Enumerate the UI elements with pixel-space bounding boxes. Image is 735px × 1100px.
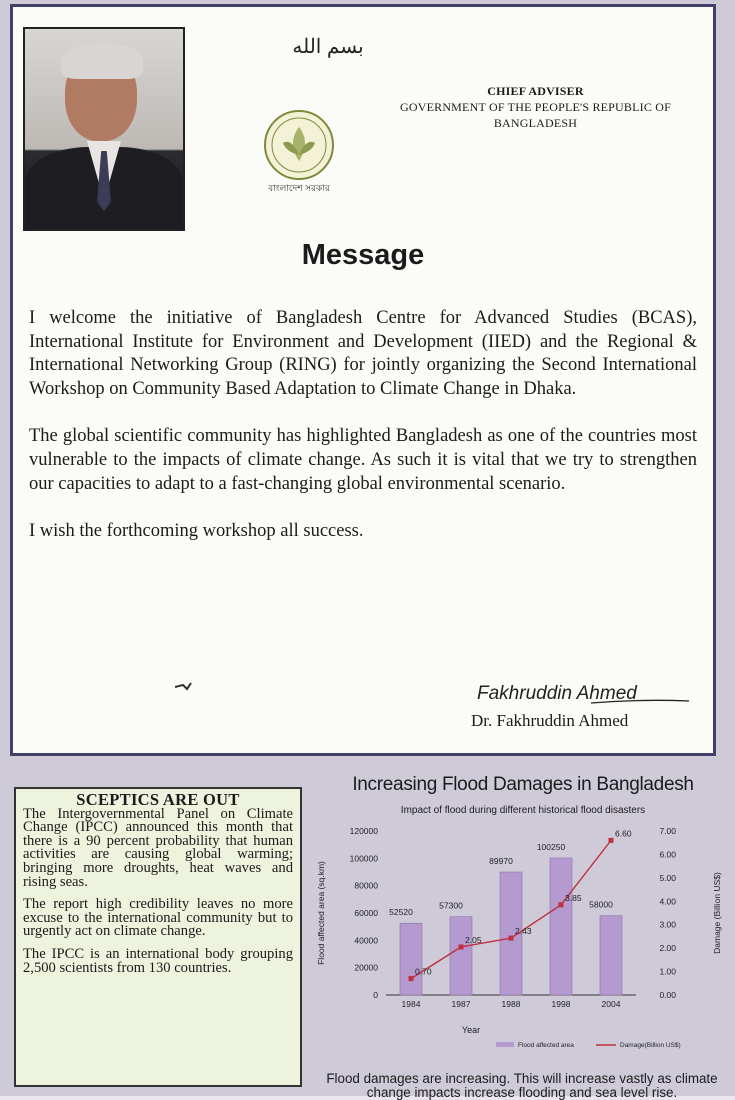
x-tick-label: 1987 [451,999,471,1009]
message-body [29,307,697,568]
x-axis-title: Year [461,1025,481,1035]
arabic-script-mark [263,25,393,65]
government-seal [251,99,347,195]
y-tick-label: 80000 [354,880,378,891]
signature [471,675,701,711]
damage-value-label: 2.43 [515,926,532,937]
y-tick-label: 60000 [354,908,378,918]
bar-1987 [450,917,472,995]
x-tick-label: 1998 [551,999,571,1009]
y2-tick-label: 7.00 [659,826,676,836]
y-tick-label: 100000 [349,853,378,864]
sceptics-heading: SCEPTICS ARE OUT [76,790,240,809]
x-tick-label: 1988 [501,999,521,1009]
y2-tick-label: 6.00 [659,849,676,860]
legend-bar-label: Flood affected area [518,1042,574,1049]
office-country: BANGLADESH [493,116,578,130]
x-tick-label: 1984 [401,999,421,1009]
y-axis-title: Flood affected area (sq.km) [316,861,326,965]
chart-title: Increasing Flood Damages in Bangladesh [352,774,694,795]
y-tick-label: 40000 [354,935,378,946]
sceptics-paragraph: The IPCC is an international body grouping 2,500 scientists from 130 countries. [23,945,293,976]
office-block [358,83,713,131]
y-tick-label: 20000 [354,962,378,973]
ink-mark [173,679,195,693]
damage-point [559,902,564,907]
signatory-name: Dr. Fakhruddin Ahmed [471,711,629,730]
damage-value-label: 3.85 [565,892,582,903]
damage-point [509,936,514,941]
damage-point [409,976,414,981]
bar-1984 [400,923,422,995]
flood-damage-chart [306,815,728,1060]
damage-value-label: 2.05 [465,934,482,945]
sceptics-paragraph: The Intergovernmental Panel on Climate Change (IPCC) announced this month that there is a 90 percent probability that human activities are causing global warming; bringing more droughts, heat waves and rising seas. [23,805,293,890]
y-tick-label: 120000 [349,826,378,836]
y2-tick-label: 0.00 [659,990,676,1000]
office-government: GOVERNMENT OF THE PEOPLE'S REPUBLIC OF [399,100,671,114]
message-paragraph: I wish the forthcoming workshop all success. [29,521,364,542]
script-text: بسم الله [292,36,364,58]
y2-tick-label: 1.00 [659,966,676,977]
damage-value-label: 0.70 [415,966,432,977]
y-tick-label: 0 [373,990,378,1000]
message-paragraph: The global scientific community has highlighted Bangladesh as one of the countries most vulnerable to the impacts of climate change. As such it is vital that we try to strengthen our capacities to adapt to a fast-changing global environmental scenario. [29,426,697,494]
y2-axis-title: Damage (Billion US$) [712,872,722,954]
message-title: Message [301,239,425,271]
chart-subtitle: Impact of flood during different historical flood disasters [400,805,646,816]
y2-tick-label: 4.00 [659,896,676,907]
damage-point [459,944,464,949]
bar-value-label: 89970 [489,856,513,867]
y2-tick-label: 2.00 [659,943,676,954]
bar-2004 [600,916,622,995]
legend-line-label: Damage(Billion US$) [620,1042,681,1049]
message-panel [10,4,716,756]
chart-caption: Flood damages are increasing. This will increase vastly as climate change impacts increase flooding and sea level rise. [326,1071,718,1100]
y2-tick-label: 3.00 [659,919,676,930]
bar-1998 [550,858,572,995]
signature-text: Fakhruddin Ahmed [477,683,637,704]
x-tick-label: 2004 [601,999,621,1009]
bar-value-label: 100250 [536,841,566,852]
damage-value-label: 6.60 [615,828,632,839]
y2-tick-label: 5.00 [659,872,676,883]
sceptics-box [14,787,302,1087]
bar-value-label: 58000 [589,899,613,910]
bar-value-label: 52520 [389,907,413,918]
chief-adviser-portrait [23,27,185,231]
office-title: CHIEF ADVISER [487,84,584,98]
seal-caption: বাংলাদেশ সরকার [268,183,330,193]
legend-bar-swatch [496,1042,514,1047]
bar-value-label: 57300 [439,900,463,911]
sceptics-paragraph: The report high credibility leaves no more excuse to the international community but to urgently act on climate change. [23,896,293,940]
message-paragraph: I welcome the initiative of Bangladesh Centre for Advanced Studies (BCAS), International Institute for Environment and Development (IIED) and the Regional & International Networking Group (RING) for jointly organizing the Second International Workshop on Community Based Adaptation to Climate Change in Dhaka. [29,308,697,399]
damage-point [609,838,614,843]
